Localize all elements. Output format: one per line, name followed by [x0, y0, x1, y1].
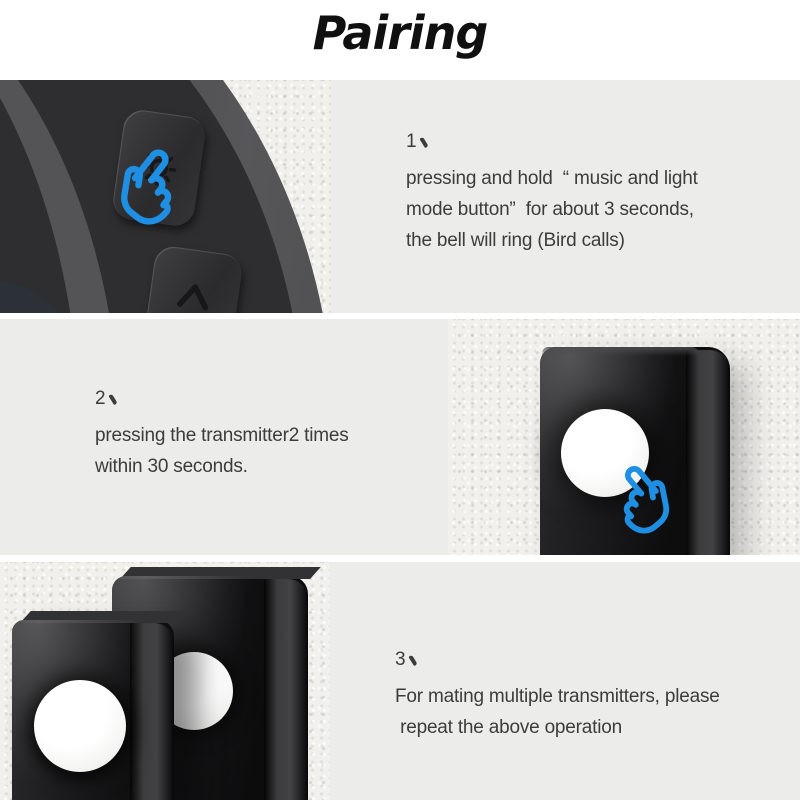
volume-up-button	[144, 244, 244, 313]
transmitter-front-side-edge	[130, 623, 174, 800]
step-3-photo	[0, 562, 330, 800]
step-1-photo	[0, 80, 331, 313]
step-2-number: 2	[95, 383, 448, 414]
chevron-up-icon	[172, 276, 216, 313]
step-1-number: 1	[406, 126, 800, 157]
step-3-line: repeat the above operation	[395, 717, 622, 738]
ideographic-comma	[409, 655, 418, 666]
step-3-text	[330, 562, 800, 800]
ideographic-comma	[420, 137, 429, 148]
step-2-line: pressing the transmitter2 times	[95, 425, 349, 446]
step-2-photo	[448, 319, 800, 555]
ideographic-comma	[109, 394, 118, 405]
step-2-line: within 30 seconds.	[95, 456, 248, 477]
transmitter-back-side-edge	[264, 579, 308, 800]
step-1-line: the bell will ring (Bird calls)	[406, 230, 625, 251]
page-title: Pairing	[312, 6, 488, 60]
step-3-number: 3	[395, 644, 800, 675]
step-1-line: pressing and hold “ music and light	[406, 168, 698, 189]
transmitter-top-edge	[542, 347, 700, 356]
step-3-line: For mating multiple transmitters, please	[395, 686, 720, 707]
step-1-line: mode button” for about 3 seconds,	[406, 199, 694, 220]
transmitter-side-edge	[686, 350, 730, 555]
step-1-text	[331, 80, 800, 313]
header	[0, 0, 800, 80]
transmitter-front-call-button	[34, 680, 126, 772]
step-1-section	[0, 80, 800, 313]
step-2-text	[0, 319, 448, 555]
step-2-section	[0, 319, 800, 555]
step-3-section	[0, 562, 800, 800]
